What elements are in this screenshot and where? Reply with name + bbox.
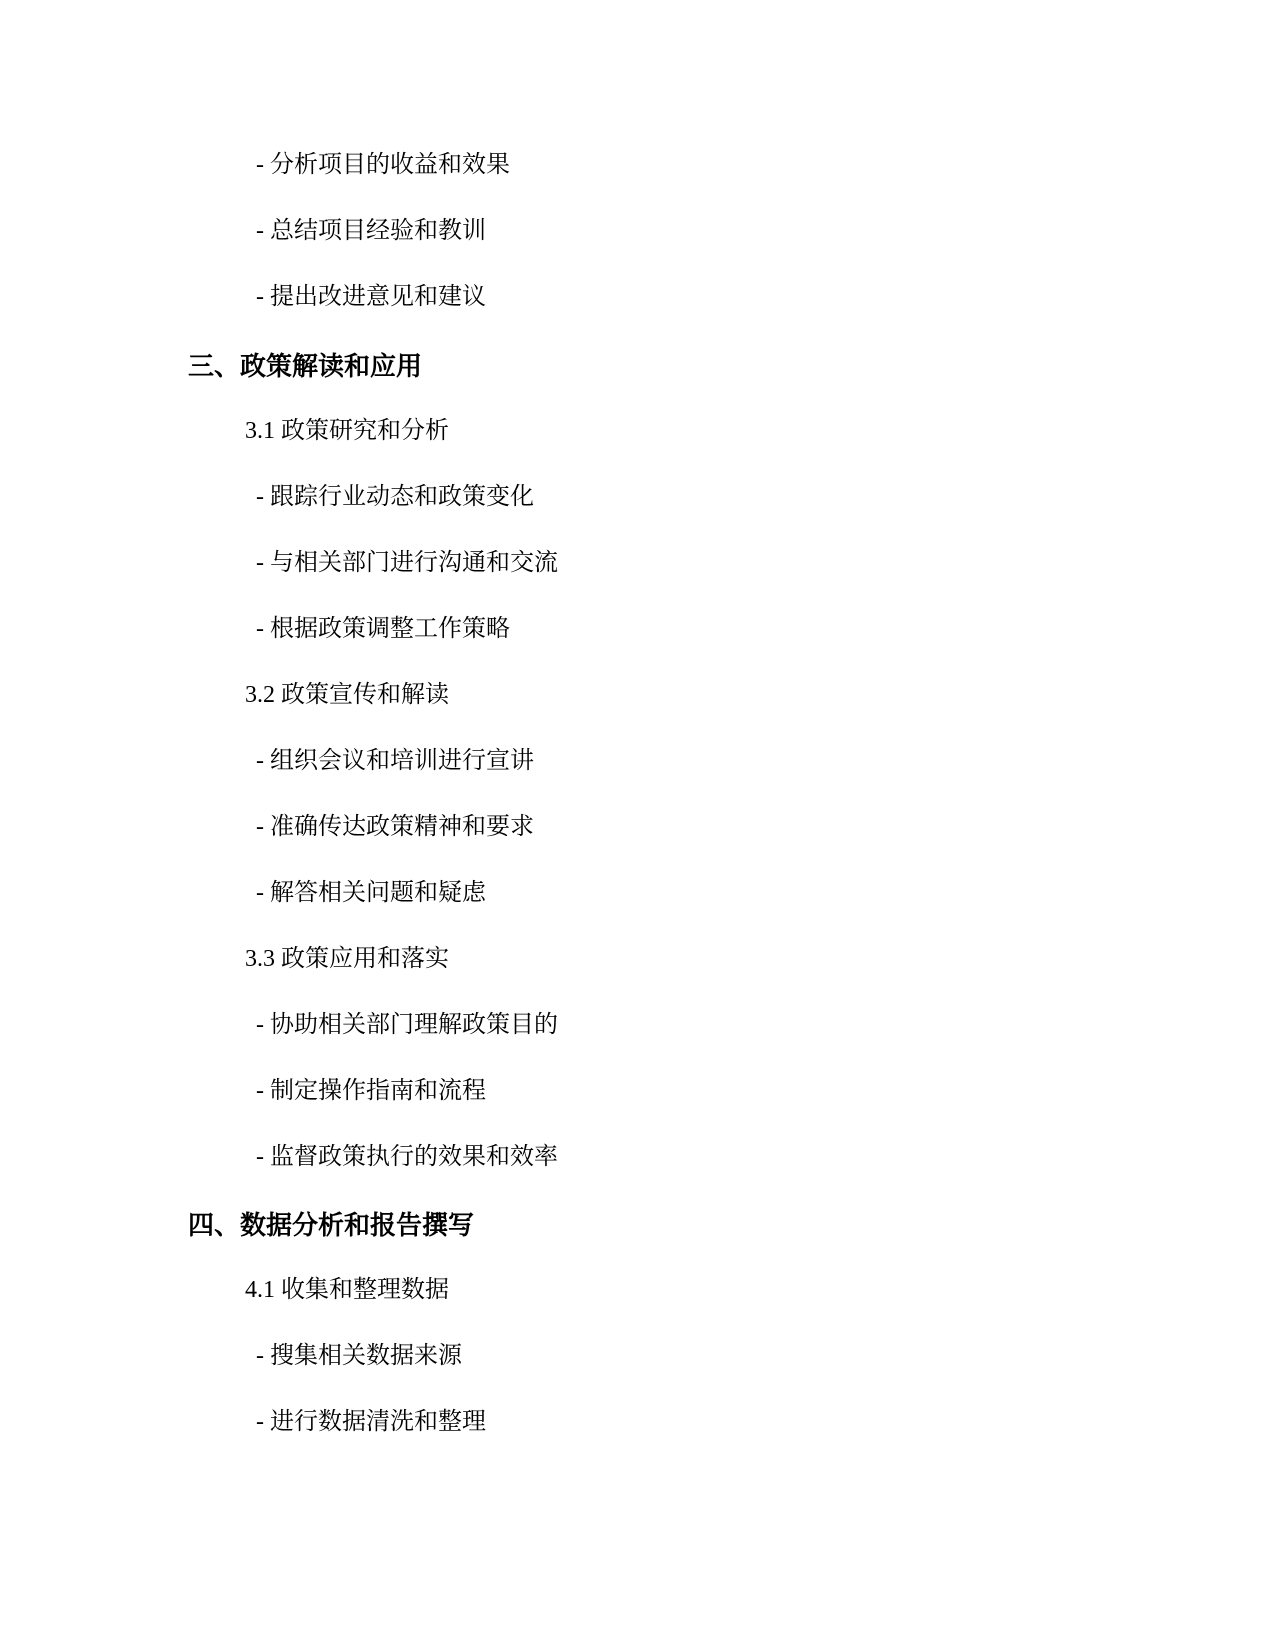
list-item: - 根据政策调整工作策略 (256, 616, 510, 642)
subsection-heading: 4.1 收集和整理数据 (245, 1277, 449, 1303)
list-item: - 制定操作指南和流程 (256, 1078, 486, 1104)
subsection-heading: 3.1 政策研究和分析 (245, 418, 449, 444)
subsection-heading: 3.3 政策应用和落实 (245, 946, 449, 972)
list-item: - 协助相关部门理解政策目的 (256, 1012, 558, 1038)
list-item: - 分析项目的收益和效果 (256, 152, 510, 178)
list-item: - 准确传达政策精神和要求 (256, 814, 534, 840)
list-item: - 进行数据清洗和整理 (256, 1409, 486, 1435)
section-heading: 三、政策解读和应用 (188, 351, 423, 381)
list-item: - 跟踪行业动态和政策变化 (256, 484, 534, 510)
list-item: - 提出改进意见和建议 (256, 284, 486, 310)
list-item: - 总结项目经验和教训 (256, 218, 486, 244)
list-item: - 监督政策执行的效果和效率 (256, 1144, 558, 1170)
section-heading: 四、数据分析和报告撰写 (188, 1210, 475, 1240)
list-item: - 组织会议和培训进行宣讲 (256, 748, 534, 774)
list-item: - 搜集相关数据来源 (256, 1343, 462, 1369)
list-item: - 解答相关问题和疑虑 (256, 880, 486, 906)
list-item: - 与相关部门进行沟通和交流 (256, 550, 558, 576)
subsection-heading: 3.2 政策宣传和解读 (245, 682, 449, 708)
